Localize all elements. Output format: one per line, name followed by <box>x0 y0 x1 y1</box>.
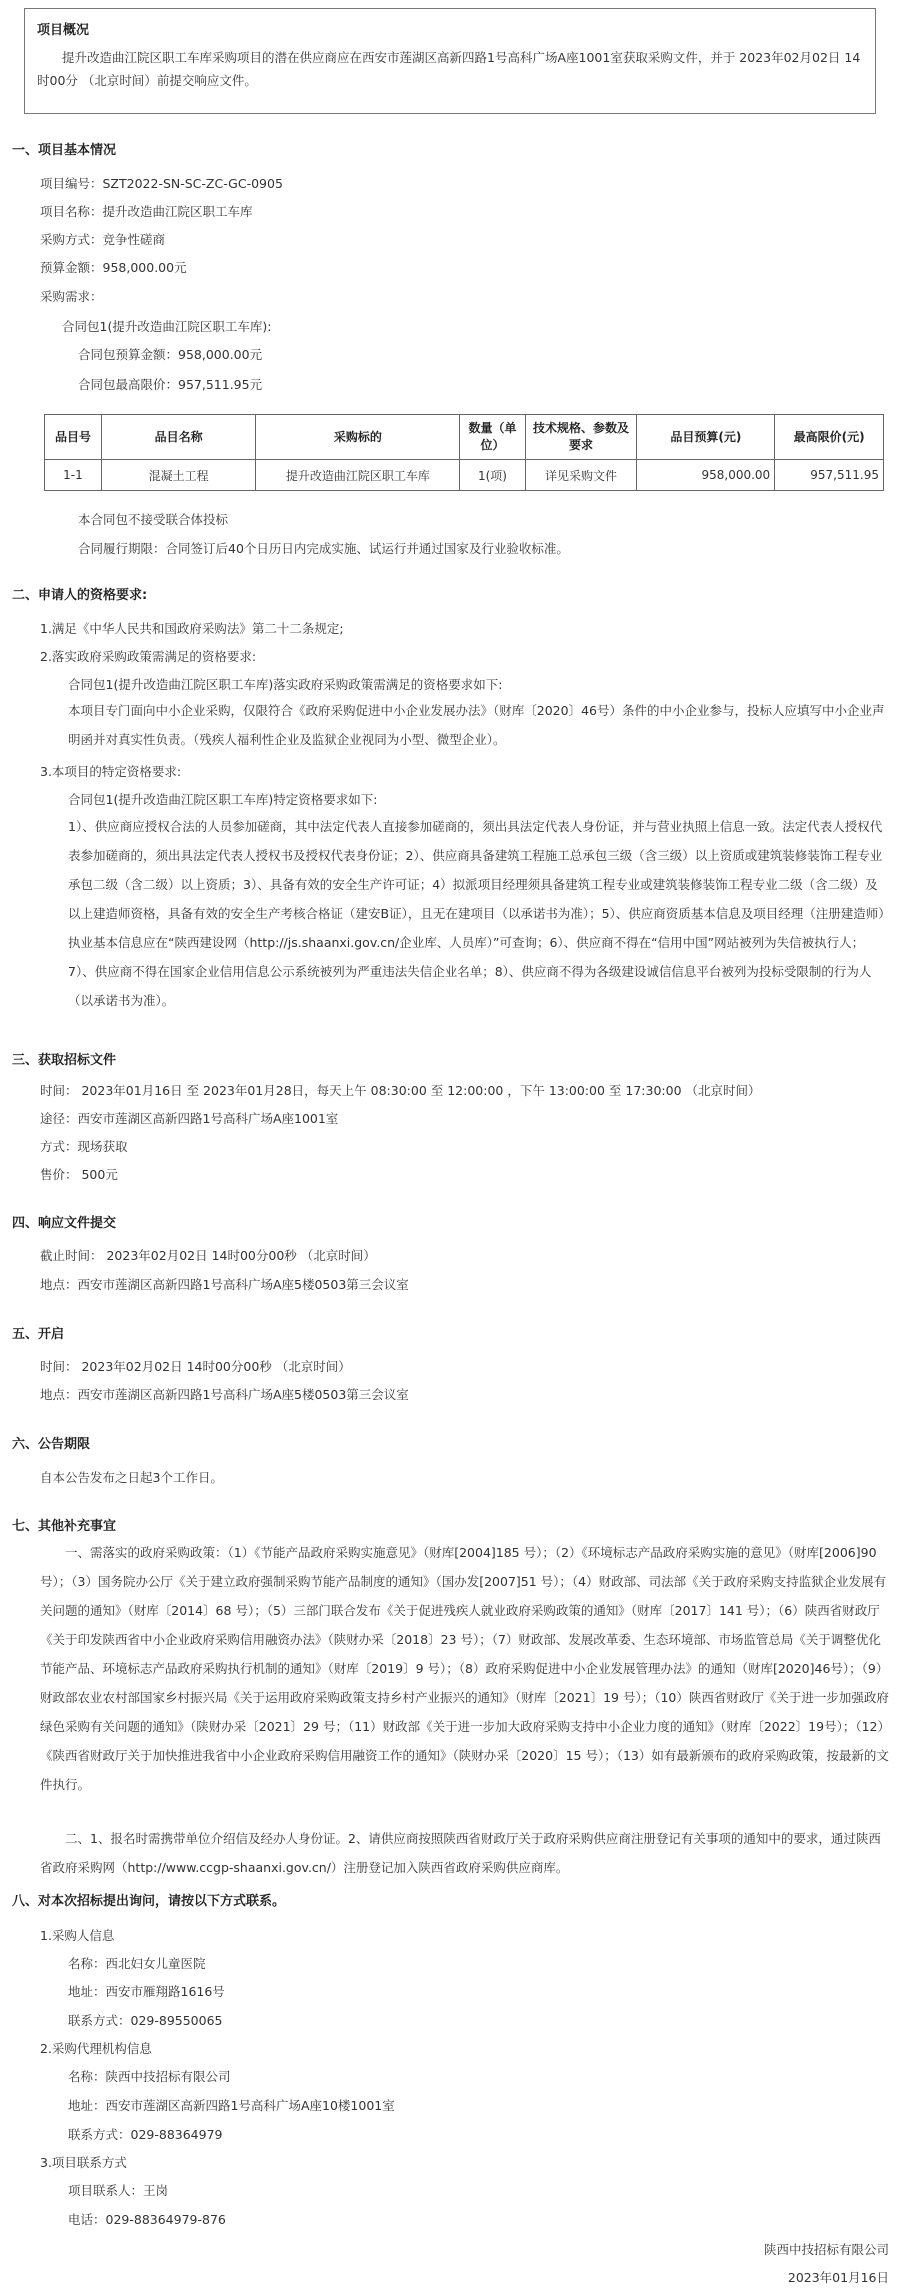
table-row <box>45 460 884 491</box>
opening-place: 地点：西安市莲湖区高新四路1号高科广场A座5楼0503第三会议室 <box>40 1387 409 1402</box>
qualification-item-2-package: 合同包1(提升改造曲江院区职工车库)落实政府采购政策需满足的资格要求如下: <box>68 677 503 692</box>
col-header-subject: 采购标的 <box>256 415 460 460</box>
overview-title: 项目概况 <box>37 23 90 38</box>
document-price: 售价： 500元 <box>40 1167 118 1182</box>
agency-address: 地址：西安市莲湖区高新四路1号高科广场A座10楼1001室 <box>68 2098 395 2113</box>
section-8-heading: 八、对本次招标提出询问，请按以下方式联系。 <box>12 1894 286 1909</box>
announcement-period: 自本公告发布之日起3个工作日。 <box>40 1470 223 1485</box>
budget-amount: 预算金额：958,000.00元 <box>40 260 187 275</box>
no-consortium-note: 本合同包不接受联合体投标 <box>78 512 229 527</box>
policy-list-text: 一、需落实的政府采购政策：（1）《节能产品政府采购实施意见》（财库[2004]185 号）；（2）《环境标志产品政府采购实施的意见》（财库[2006]90 号）；（3）国务院办公厅《关于建立政府强制采购节能产品制度的通知》（国办发[2007]51 号）；（4）财政部、司法部《关于政府采购支持监狱企业发展有关问题的通知》（财库〔2014〕68 号）；（5）三部门联合发布《关于促进残疾人就业政府采购政策的通知》（财库〔2017〕141 号）；（6）陕西省财政厅《关于印发陕西省中小企业政府采购信用融资办法》（陕财办采〔2018〕23 号）；（7）财政部、发展改革委、生态环境部、市场监管总局《关于调整优化节能产品、环境标志产品政府采购执行机制的通知》（财库〔2019〕9 号）；（8）政府采购促进中小企业发展管理办法》的通知（财库[2020]46号）；（9）财政部农业农村部国家乡村振兴局《关于运用政府采购政策支持乡村产业振兴的通知》（财库〔2021〕19 号）；（10）陕西省财政厅《关于进一步加强政府绿色采购有关问题的通知》（陕财办采〔2021〕29 号；（11）财政部《关于进一步加大政府采购支持中小企业力度的通知》（财库〔2022〕19号）；（12）《陕西省财政厅关于加快推进我省中小企业政府采购信用融资工作的通知》（陕财办采〔2020〕15 号）；（13）如有最新颁布的政府采购政策，按最新的文件执行。 <box>40 1545 890 1792</box>
cell-item-no: 1-1 <box>45 460 102 491</box>
project-contact-phone: 电话：029-88364979-876 <box>68 2212 226 2227</box>
section-2-heading: 二、申请人的资格要求: <box>12 588 148 603</box>
cell-item-name: 混凝土工程 <box>101 460 255 491</box>
package-budget: 合同包预算金额：958,000.00元 <box>78 347 263 362</box>
items-table <box>44 414 884 491</box>
section-3-heading: 三、获取招标文件 <box>12 1053 117 1068</box>
specific-qualification-text: 1）、供应商应授权合法的人员参加磋商，其中法定代表人直接参加磋商的，须出具法定代表人身份证，并与营业执照上信息一致。法定代表人授权代表参加磋商的，须出具法定代表人授权书及授权代表身份证；2）、供应商具备建筑工程施工总承包三级（含三级）以上资质或建筑装修装饰工程专业承包二级（含二级）以上资质；3）、具备有效的安全生产许可证；4）拟派项目经理须具备建筑工程专业或建筑装修装饰工程专业二级（含二级）及以上建造师资格，具备有效的安全生产考核合格证（建安B证），且无在建项目（以承诺书为准）；5）、供应商资质基本信息及项目经理（注册建造师）执业基本信息应在“陕西建设网（http://js.shaanxi.gov.cn/企业库、人员库）”可查询；6）、供应商不得在“信用中国”网站被列为失信被执行人；7）、供应商不得在国家企业信用信息公示系统被列为严重违法失信企业名单；8）、供应商不得为各级建设诚信信息平台被列为投标受限制的行为人（以承诺书为准）。 <box>68 819 885 1008</box>
qualification-item-1: 1.满足《中华人民共和国政府采购法》第二十二条规定; <box>40 621 344 636</box>
col-header-max-price: 最高限价(元) <box>775 415 884 460</box>
acquire-time: 时间： 2023年01月16日 至 2023年01月28日，每天上午 08:30:00 至 12:00:00 ，下午 13:00:00 至 17:30:00 （北京时间） <box>40 1083 761 1098</box>
cell-max-price: 957,511.95 <box>775 460 884 491</box>
acquire-place: 途径：西安市莲湖区高新四路1号高科广场A座1001室 <box>40 1111 339 1126</box>
project-number: 项目编号：SZT2022-SN-SC-ZC-GC-0905 <box>40 176 283 191</box>
project-contact-title: 3.项目联系方式 <box>40 2155 127 2170</box>
col-header-spec: 技术规格、参数及要求 <box>525 415 637 460</box>
col-header-quantity: 数量（单位） <box>460 415 525 460</box>
agency-info-title: 2.采购代理机构信息 <box>40 2041 152 2056</box>
contract-period: 合同履行期限：合同签订后40个日历日内完成实施、试运行并通过国家及行业验收标准。 <box>78 541 569 556</box>
sme-policy-text: 本项目专门面向中小企业采购，仅限符合《政府采购促进中小企业发展办法》（财库〔2020〕46号）条件的中小企业参与，投标人应填写中小企业声明函并对真实性负责。（残疾人福利性企业及监狱企业视同为小型、微型企业）。 <box>68 703 885 747</box>
col-header-item-name: 品目名称 <box>101 415 255 460</box>
procurement-need-label: 采购需求： <box>40 289 103 304</box>
section-7-heading: 七、其他补充事宜 <box>12 1519 117 1534</box>
section-1-heading: 一、项目基本情况 <box>12 143 117 158</box>
qualification-item-3-package: 合同包1(提升改造曲江院区职工车库)特定资格要求如下: <box>68 792 378 807</box>
purchaser-contact: 联系方式：029-89550065 <box>68 2013 223 2028</box>
project-overview-box <box>24 8 876 114</box>
agency-contact: 联系方式：029-88364979 <box>68 2127 223 2142</box>
section-5-heading: 五、开启 <box>12 1327 65 1342</box>
project-contact-person: 项目联系人：王岗 <box>68 2183 169 2198</box>
submission-deadline: 截止时间： 2023年02月02日 14时00分00秒 （北京时间） <box>40 1248 376 1263</box>
table-header-row <box>45 415 884 460</box>
submission-place: 地点：西安市莲湖区高新四路1号高科广场A座5楼0503第三会议室 <box>40 1277 409 1292</box>
acquire-mode: 方式：现场获取 <box>40 1139 128 1154</box>
cell-spec: 详见采购文件 <box>525 460 637 491</box>
package-max-price: 合同包最高限价：957,511.95元 <box>78 377 263 392</box>
project-name: 项目名称：提升改造曲江院区职工车库 <box>40 204 253 219</box>
overview-text: 提升改造曲江院区职工车库采购项目的潜在供应商应在西安市莲湖区高新四路1号高科广场A座1001室获取采购文件，并于 2023年02月02日 14时00分 （北京时间）前提交响应文件。 <box>37 50 861 88</box>
contract-package-title: 合同包1(提升改造曲江院区职工车库): <box>62 319 272 334</box>
section-4-heading: 四、响应文件提交 <box>12 1216 117 1231</box>
signature-date: 2023年01月16日 <box>787 2270 889 2285</box>
registration-note-text: 二、1、报名时需携带单位介绍信及经办人身份证。2、请供应商按照陕西省财政厅关于政府采购供应商注册登记有关事项的通知中的要求，通过陕西省政府采购网（http://www.ccgp-shaanxi.gov.cn/）注册登记加入陕西省政府采购供应商库。 <box>40 1831 881 1875</box>
purchaser-info-title: 1.采购人信息 <box>40 1928 115 1943</box>
section-6-heading: 六、公告期限 <box>12 1437 91 1452</box>
purchaser-name: 名称：西北妇女儿童医院 <box>68 1956 206 1971</box>
cell-item-budget: 958,000.00 <box>637 460 775 491</box>
cell-quantity: 1(项) <box>460 460 525 491</box>
col-header-item-budget: 品目预算(元) <box>637 415 775 460</box>
qualification-item-3: 3.本项目的特定资格要求: <box>40 764 182 779</box>
cell-subject: 提升改造曲江院区职工车库 <box>256 460 460 491</box>
qualification-item-2: 2.落实政府采购政策需满足的资格要求: <box>40 649 257 664</box>
procurement-method: 采购方式：竞争性磋商 <box>40 232 166 247</box>
opening-time: 时间： 2023年02月02日 14时00分00秒 （北京时间） <box>40 1359 351 1374</box>
signature-org: 陕西中技招标有限公司 <box>763 2242 889 2257</box>
agency-name: 名称：陕西中技招标有限公司 <box>68 2069 231 2084</box>
col-header-item-no: 品目号 <box>45 415 102 460</box>
purchaser-address: 地址：西安市雁翔路1616号 <box>68 1984 225 1999</box>
